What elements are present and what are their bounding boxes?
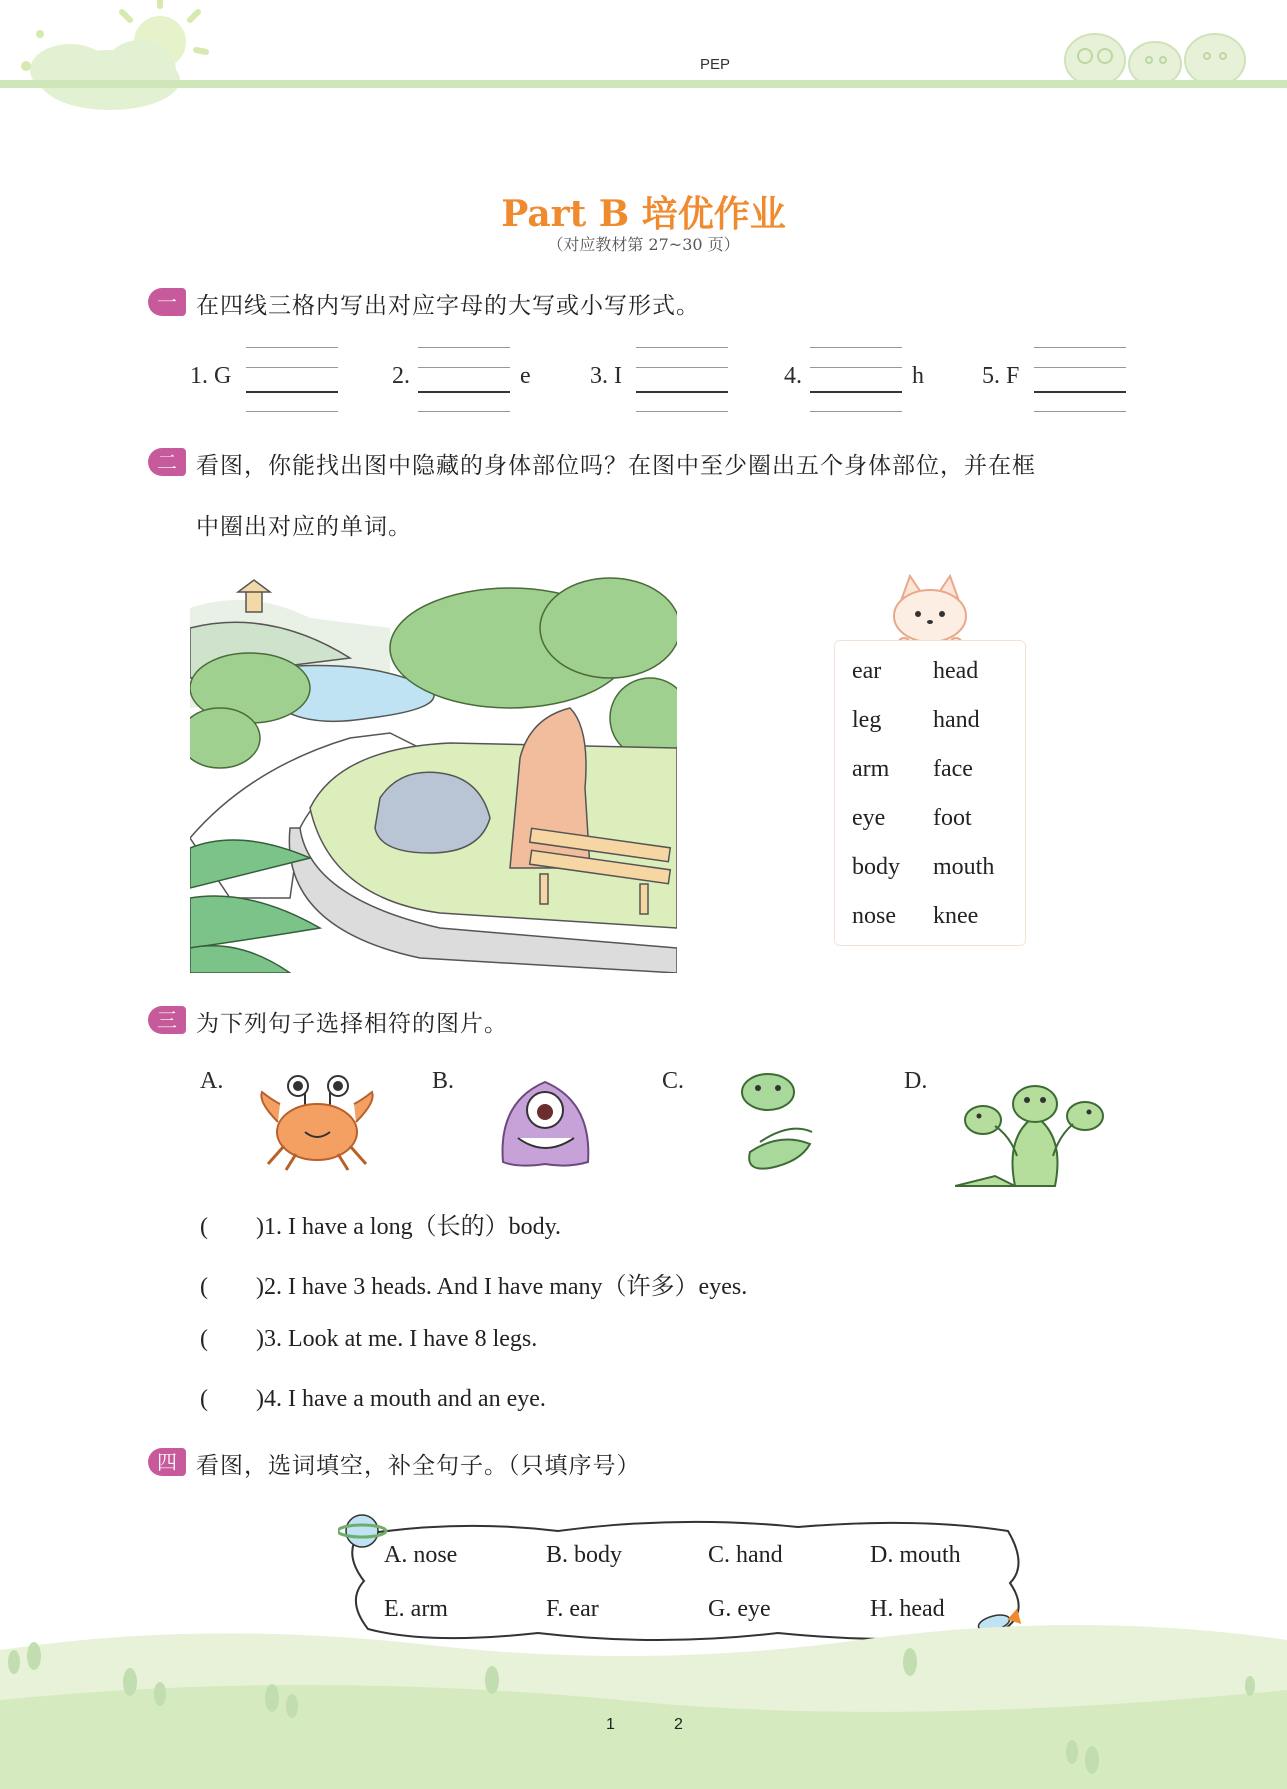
series-label: PEP [700,56,731,73]
section-2-instruction-line1: 看图，你能找出图中隐藏的身体部位吗？在图中至少圈出五个身体部位，并在框 [196,453,1036,479]
option-h: H. head [870,1596,945,1622]
picture-label-a: A. [200,1068,224,1094]
footer-landscape [0,1610,1287,1789]
option-g: G. eye [708,1596,771,1622]
writing-item-2-label: 2. [392,363,410,389]
option-e: E. arm [384,1596,448,1622]
writing-item-2-given-letter: e [520,363,531,389]
word-eye[interactable]: eye [852,805,886,831]
page-subtitle: （对应教材第 27~30 页） [547,235,740,254]
word-leg[interactable]: leg [852,707,882,733]
snake-icon [730,1072,825,1182]
sentence-2[interactable]: ( )2. I have 3 heads. And I have many（许多）eyes. [200,1274,748,1300]
four-line-grid-3[interactable] [636,347,728,411]
section-1-instruction: 在四线三格内写出对应字母的大写或小写形式。 [196,293,700,319]
writing-item-1-label: 1. G [190,363,232,389]
header-band [0,80,1287,88]
four-line-grid-2[interactable] [418,347,510,411]
section-2-badge: 二 [148,448,186,476]
word-body[interactable]: body [852,854,900,880]
section-3-instruction: 为下列句子选择相符的图片。 [196,1011,508,1037]
section-3-badge: 三 [148,1006,186,1034]
word-knee[interactable]: knee [933,903,979,929]
section-4-badge: 四 [148,1448,186,1476]
word-nose[interactable]: nose [852,903,896,929]
section-2-instruction-line2: 中圈出对应的单词。 [196,514,412,540]
page-number-left: 1 [606,1716,615,1733]
picture-label-c: C. [662,1068,685,1094]
picture-label-d: D. [904,1068,928,1094]
sentence-4[interactable]: ( )4. I have a mouth and an eye. [200,1386,546,1412]
one-eyed-monster-icon [488,1072,603,1172]
section-1-badge: 一 [148,288,186,316]
page-title: Part B 培优作业 [501,193,786,235]
writing-item-4-given-letter: h [912,363,924,389]
writing-item-4-label: 4. [784,363,802,389]
four-line-grid-1[interactable] [246,347,338,411]
word-ear[interactable]: ear [852,658,882,684]
word-box [834,640,1026,946]
option-a: A. nose [384,1542,458,1568]
park-scene-illustration [190,568,677,973]
sentence-1[interactable]: ( )1. I have a long（长的）body. [200,1214,562,1240]
three-headed-dragon-icon [955,1076,1115,1194]
four-line-grid-4[interactable] [810,347,902,411]
word-arm[interactable]: arm [852,756,890,782]
word-mouth[interactable]: mouth [933,854,995,880]
four-line-grid-5[interactable] [1034,347,1126,411]
writing-item-5-label: 5. F [982,363,1020,389]
word-foot[interactable]: foot [933,805,972,831]
page-number-right: 2 [674,1716,683,1733]
crab-icon [250,1072,385,1172]
section-4-instruction: 看图，选词填空，补全句子。（只填序号） [196,1453,641,1479]
option-c: C. hand [708,1542,783,1568]
option-d: D. mouth [870,1542,961,1568]
word-face[interactable]: face [933,756,973,782]
header-decoration-left [0,0,220,120]
picture-label-b: B. [432,1068,455,1094]
word-hand[interactable]: hand [933,707,980,733]
sentence-3[interactable]: ( )3. Look at me. I have 8 legs. [200,1326,538,1352]
word-head[interactable]: head [933,658,979,684]
option-b: B. body [546,1542,623,1568]
writing-item-3-label: 3. I [590,363,622,389]
option-f: F. ear [546,1596,599,1622]
